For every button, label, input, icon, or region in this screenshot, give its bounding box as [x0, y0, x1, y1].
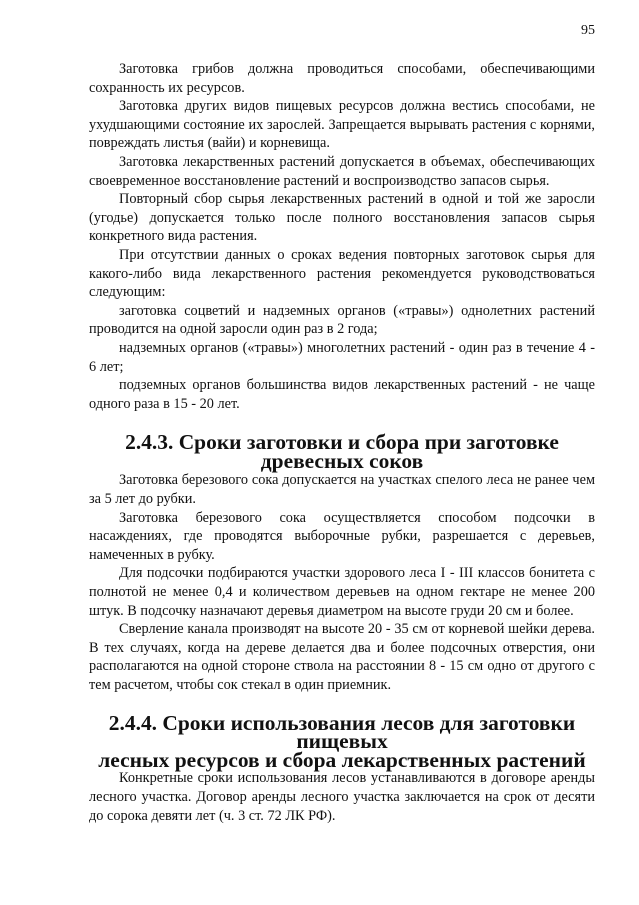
paragraph-birch-sap-method: Заготовка березового сока осуществляется способом подсочки в насаждениях, где проводятся выборочные рубки, разрешается с деревьев, намеченных в рубку. — [89, 509, 595, 563]
document-body — [89, 60, 595, 825]
section-heading-2-4-4 — [89, 710, 595, 772]
list-item-underground-organs: подземных органов большинства видов лекарственных растений - не чаще одного раза в 15 - 20 лет. — [89, 377, 595, 412]
paragraph-birch-sap-timing: Заготовка березового сока допускается на участках спелого леса не ранее чем за 5 лет до рубки. — [89, 472, 595, 508]
paragraph-tapping-sites: Для подсочки подбираются участки здорового леса I - III классов бонитета с полнотой не менее 0,4 и количеством деревьев на одном гектаре не менее 200 штук. В подсочку назначают деревья диаметром на высоте груди 20 см и более. — [89, 565, 595, 619]
list-item-perennial-plants: надземных органов («травы») многолетних растений - один раз в течение 4 - 6 лет; — [89, 339, 595, 375]
list-item-annual-plants: заготовка соцветий и надземных органов («травы») однолетних растений проводится на одной заросли один раз в 2 года; — [89, 302, 595, 338]
paragraph-mushrooms: Заготовка грибов должна проводиться способами, обеспечивающими сохранность их ресурсов. — [89, 61, 595, 96]
page-number: 95 — [581, 23, 595, 38]
section-heading-2-4-4-line2: лесных ресурсов и сбора лекарственных растений — [98, 747, 586, 772]
paragraph-food-resources: Заготовка других видов пищевых ресурсов должна вестись способами, не ухудшающими состояние их зарослей. Запрещается вырывать растения с корнями, повреждать листья (вайи) и корневища. — [89, 98, 595, 152]
section-heading-2-4-4-line1: 2.4.4. Сроки использования лесов для заготовки пищевых — [108, 710, 576, 754]
paragraph-drilling: Сверление канала производят на высоте 20 - 35 см от корневой шейки дерева. В тех случаях, когда на дереве делается два и более подсочных отверстия, они располагаются на одной стороне ствола на расстоянии 8 - 15 см одно от другого с тем расчетом, чтобы сок стекал в один приемник. — [89, 621, 595, 693]
section-heading-2-4-3: 2.4.3. Сроки заготовки и сбора при заготовке древесных соков — [125, 430, 559, 473]
paragraph-repeated-collection: Повторный сбор сырья лекарственных растений в одной и той же заросли (угодье) допускается только после полного восстановления запасов сырья конкретного вида растения. — [89, 191, 595, 245]
paragraph-medicinal-plants: Заготовка лекарственных растений допускается в объемах, обеспечивающих своевременное восстановление растений и воспроизводство запасов сырья. — [89, 153, 595, 189]
paragraph-no-data: При отсутствии данных о сроках ведения повторных заготовок сырья для какого-либо вида лекарственного растения рекомендуется руководствоваться следующим: — [89, 246, 595, 301]
paragraph-lease-terms: Конкретные сроки использования лесов устанавливаются в договоре аренды лесного участка. Договор аренды лесного участка заключается на срок от десяти до сорока девяти лет (ч. 3 ст. 72 ЛК РФ). — [89, 770, 595, 824]
